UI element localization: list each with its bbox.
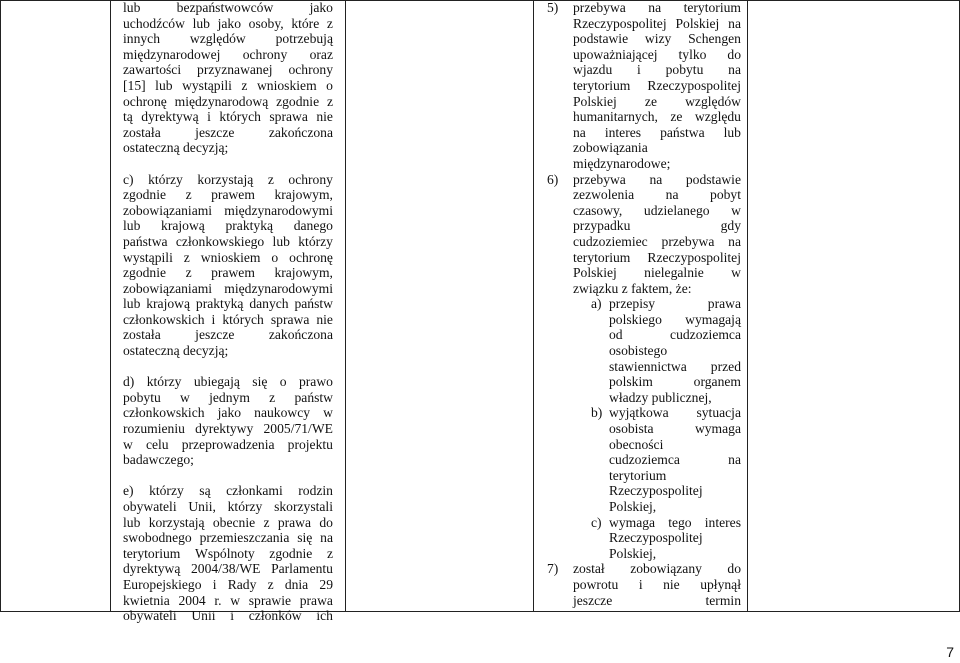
list-item-line: Polskiej ze względów <box>573 93 741 109</box>
list-item-line: wjazdu i pobytu na <box>573 62 741 78</box>
paragraph-line: zgodnie z prawem krajowym, <box>123 265 333 281</box>
list-item-line: Rzeczypospolitej <box>609 483 703 499</box>
list-item-line: cudzoziemca na <box>609 452 741 468</box>
paragraph-line: wystąpili z wnioskiem o ochronę <box>123 249 333 265</box>
paragraph-line: lub krajową praktyką danego <box>123 218 333 234</box>
list-item <box>549 172 741 297</box>
list-item-number: 6) <box>547 171 559 187</box>
list-item-line: od cudzoziemca <box>609 327 741 343</box>
table-border-left <box>0 1 1 611</box>
list-item-line: Polskiej, <box>609 499 657 514</box>
paragraph-line: tą dyrektywą i których sprawa nie <box>123 109 333 125</box>
list-item-number: 7) <box>547 561 559 577</box>
list-item-line: terytorium Rzeczypospolitej <box>573 249 741 265</box>
list-item <box>549 0 741 172</box>
list-item-line: terytorium <box>609 467 667 483</box>
list-item-line: wymaga tego interes <box>609 514 741 530</box>
paragraph-line: w celu przeprowadzenia projektu <box>123 436 333 452</box>
list-item-line: Rzeczypospolitej Polskiej na <box>573 15 741 31</box>
paragraph-line <box>123 468 333 484</box>
list-item-line: stawiennictwa przed <box>609 358 741 374</box>
paragraph-line: dyrektywą 2004/38/WE Parlamentu <box>123 561 333 577</box>
table-divider-2 <box>345 1 346 611</box>
list-item-line: został zobowiązany do <box>573 561 741 577</box>
paragraph-line: d) którzy ubiegają się o prawo <box>123 374 333 390</box>
list-item-line: czasowy, udzielanego w <box>573 202 741 218</box>
paragraph-line: ostateczną decyzją; <box>123 140 229 156</box>
list-item-line: humanitarnych, ze względu <box>573 109 741 125</box>
list-item-line: upoważniającej tylko do <box>573 46 741 62</box>
list-item-line: powrotu i nie upłynął <box>573 576 741 592</box>
list-item-line: Polskiej, <box>609 545 657 561</box>
list-item-line: zobowiązania <box>573 140 648 156</box>
paragraph-line: zobowiązaniami międzynarodowymi <box>123 280 333 296</box>
list-item-line: polskiego wymagają <box>609 311 741 327</box>
list-item-line: przebywa na terytorium <box>573 0 741 15</box>
table-divider-1 <box>110 1 111 611</box>
paragraph-line: rozumieniu dyrektywy 2005/71/WE <box>123 421 333 437</box>
paragraph-line: lub krajową praktyką danych państw <box>123 296 333 312</box>
paragraph-line: zawartości przyznawanej ochrony <box>123 62 333 78</box>
list-item-line: cudzoziemiec przebywa na <box>573 233 741 249</box>
paragraph-line: została jeszcze zakończona <box>123 327 333 343</box>
right-text-column <box>549 0 741 608</box>
list-item-line: międzynarodowe; <box>573 155 671 171</box>
list-item <box>549 561 741 608</box>
paragraph-line: ochronę międzynarodową zgodnie z <box>123 93 333 109</box>
paragraph-line: e) którzy są członkami rodzin <box>123 483 333 499</box>
list-item-line: na interes państwa lub <box>573 124 741 140</box>
list-item-line: zezwolenia na pobyt <box>573 187 741 203</box>
left-text-column <box>123 0 333 624</box>
list-item-line: Polskiej nielegalnie w <box>573 265 741 281</box>
paragraph-line: zgodnie z prawem krajowym, <box>123 187 333 203</box>
list-item-line: terytorium Rzeczypospolitej <box>573 77 741 93</box>
paragraph-line: ostateczną decyzją; <box>123 343 229 359</box>
paragraph-line: obywateli Unii i członków ich <box>123 608 333 624</box>
list-item <box>549 405 741 514</box>
list-item <box>549 296 741 405</box>
paragraph-line: swobodnego przemieszczania się na <box>123 530 333 546</box>
list-item-number: b) <box>591 405 603 421</box>
list-item-line: związku z faktem, że: <box>573 280 692 296</box>
list-item-number: a) <box>591 296 602 312</box>
paragraph-line: obywateli Unii, którzy skorzystali <box>123 499 333 514</box>
paragraph-line: terytorium Wspólnoty zgodnie z <box>123 545 333 561</box>
list-item-line: Rzeczypospolitej <box>609 530 703 546</box>
page-number: 7 <box>946 644 954 660</box>
list-item-line: podstawie wizy Schengen <box>573 31 741 47</box>
list-item-line: władzy publicznej, <box>609 389 712 405</box>
paragraph-line: kwietnia 2004 r. w sprawie prawa <box>123 592 333 608</box>
list-item-line: jeszcze termin <box>573 592 741 608</box>
paragraph-line <box>123 156 333 172</box>
list-item-line: wyjątkowa sytuacja <box>609 405 741 421</box>
list-item <box>549 515 741 562</box>
paragraph-line: państwa członkowskiego lub którzy <box>123 233 333 249</box>
list-item-line: przepisy prawa <box>609 296 741 312</box>
table-divider-3 <box>533 1 534 611</box>
list-item-line: osobistego <box>609 343 668 359</box>
paragraph-line <box>123 359 333 375</box>
paragraph-line: pobytu w jednym z państw <box>123 389 333 405</box>
list-item-line: osobista wymaga <box>609 421 741 437</box>
paragraph-line: lub korzystają obecnie z prawa do <box>123 514 333 530</box>
paragraph-line: badawczego; <box>123 452 194 468</box>
paragraph-line: [15] lub wystąpili z wnioskiem o <box>123 77 333 93</box>
paragraph-line: lub bezpaństwowców jako <box>123 0 333 15</box>
paragraph-line: członkowskich i których sprawa nie <box>123 311 333 327</box>
paragraph-line: innych względów potrzebują <box>123 31 333 47</box>
paragraph-line: członkowskich jako naukowcy w <box>123 405 333 421</box>
paragraph-line: międzynarodowej ochrony oraz <box>123 46 333 62</box>
list-item-line: obecności <box>609 436 664 452</box>
list-item-number: c) <box>591 514 602 530</box>
paragraph-line: c) którzy korzystają z ochrony <box>123 171 333 187</box>
list-item-line: przypadku gdy <box>573 218 741 234</box>
list-item-number: 5) <box>547 0 559 15</box>
paragraph-line: zobowiązaniami międzynarodowymi <box>123 202 333 218</box>
list-item-line: polskim organem <box>609 374 741 390</box>
paragraph-line: Europejskiego i Rady z dnia 29 <box>123 576 333 592</box>
paragraph-line: uchodźców lub jako osoby, które z <box>123 15 333 31</box>
table-divider-4 <box>747 1 748 611</box>
paragraph-line: została jeszcze zakończona <box>123 124 333 140</box>
list-item-line: przebywa na podstawie <box>573 171 741 187</box>
